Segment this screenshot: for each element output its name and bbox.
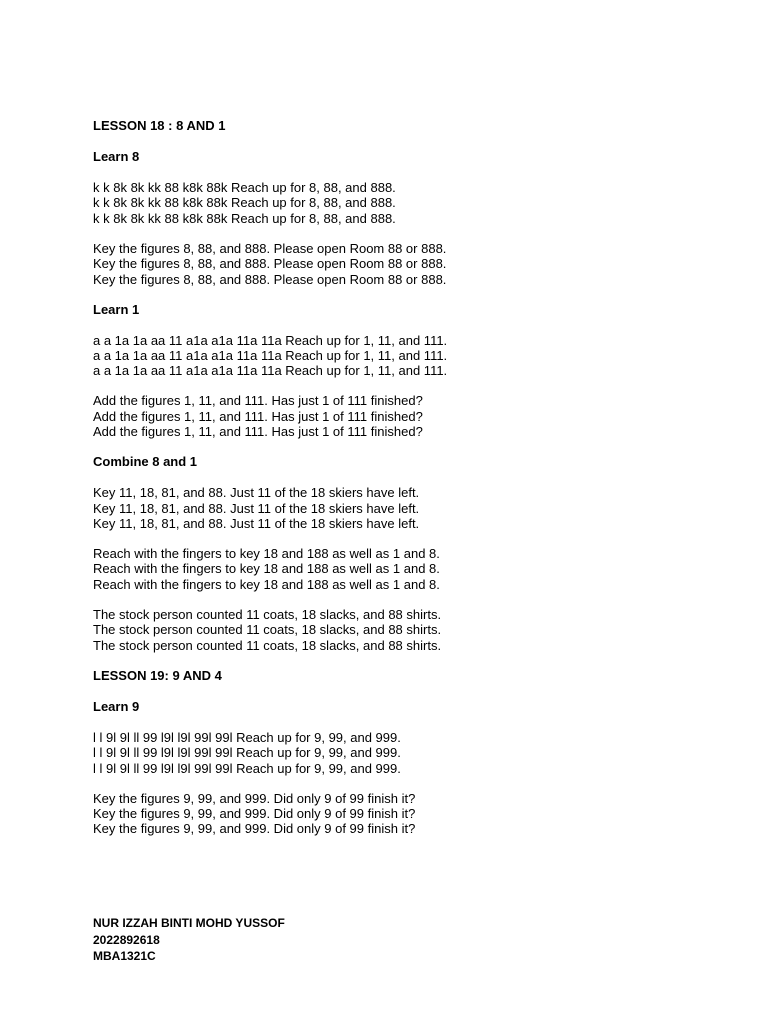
drill-line: Key the figures 8, 88, and 888. Please open Room 88 or 888. xyxy=(93,271,447,287)
lesson-19-title: LESSON 19: 9 AND 4 xyxy=(93,667,222,683)
combine-drill-1 xyxy=(93,485,733,531)
drill-line: Reach with the fingers to key 18 and 188 as well as 1 and 8. xyxy=(93,546,440,562)
drill-line: a a 1a 1a aa 11 a1a a1a 11a 11a Reach up for 1, 11, and 111. xyxy=(93,348,448,364)
drill-line: Add the figures 1, 11, and 111. Has just 1 of 111 finished? xyxy=(93,408,423,424)
learn-8-drill-2 xyxy=(93,241,733,287)
class-code: MBA1321C xyxy=(93,949,156,963)
learn-8-drill-1 xyxy=(93,180,733,226)
combine-drill-2 xyxy=(93,546,733,592)
drill-line: Key the figures 8, 88, and 888. Please open Room 88 or 888. xyxy=(93,256,447,272)
drill-line: The stock person counted 11 coats, 18 slacks, and 88 shirts. xyxy=(93,622,442,638)
learn-9-heading: Learn 9 xyxy=(93,698,140,714)
drill-line: k k 8k 8k kk 88 k8k 88k Reach up for 8, 88, and 888. xyxy=(93,195,396,211)
student-id: 2022892618 xyxy=(93,932,160,947)
drill-line: Key 11, 18, 81, and 88. Just 11 of the 18 skiers have left. xyxy=(93,516,420,532)
document-body xyxy=(93,118,733,837)
drill-line: k k 8k 8k kk 88 k8k 88k Reach up for 8, 88, and 888. xyxy=(93,210,396,226)
drill-line: Add the figures 1, 11, and 111. Has just 1 of 111 finished? xyxy=(93,424,423,440)
learn-1-drill-1 xyxy=(93,333,733,379)
drill-line: Key the figures 9, 99, and 999. Did only 9 of 99 finish it? xyxy=(93,805,416,821)
student-name: NUR IZZAH BINTI MOHD YUSSOF xyxy=(93,916,285,930)
drill-line: The stock person counted 11 coats, 18 slacks, and 88 shirts. xyxy=(93,637,442,653)
combine-heading: Combine 8 and 1 xyxy=(93,454,198,470)
learn-9-drill-1 xyxy=(93,730,733,776)
drill-line: Reach with the fingers to key 18 and 188 as well as 1 and 8. xyxy=(93,561,440,577)
combine-drill-3 xyxy=(93,607,733,653)
drill-line: l l 9l 9l ll 99 l9l l9l 99l 99l Reach up for 9, 99, and 999. xyxy=(93,760,401,776)
drill-line: Reach with the fingers to key 18 and 188 as well as 1 and 8. xyxy=(93,576,440,592)
drill-line: Key the figures 8, 88, and 888. Please open Room 88 or 888. xyxy=(93,240,447,256)
drill-line: k k 8k 8k kk 88 k8k 88k Reach up for 8, 88, and 888. xyxy=(93,180,396,195)
student-footer xyxy=(93,915,285,965)
drill-line: l l 9l 9l ll 99 l9l l9l 99l 99l Reach up for 9, 99, and 999. xyxy=(93,729,401,745)
drill-line: Key the figures 9, 99, and 999. Did only 9 of 99 finish it? xyxy=(93,821,416,837)
lesson-18-title: LESSON 18 : 8 AND 1 xyxy=(93,118,226,133)
drill-line: Key 11, 18, 81, and 88. Just 11 of the 18 skiers have left. xyxy=(93,500,420,516)
drill-line: a a 1a 1a aa 11 a1a a1a 11a 11a Reach up for 1, 11, and 111. xyxy=(93,363,448,379)
drill-line: l l 9l 9l ll 99 l9l l9l 99l 99l Reach up for 9, 99, and 999. xyxy=(93,745,401,761)
drill-line: Add the figures 1, 11, and 111. Has just 1 of 111 finished? xyxy=(93,393,423,409)
drill-line: Key 11, 18, 81, and 88. Just 11 of the 18 skiers have left. xyxy=(93,485,420,501)
learn-8-heading: Learn 8 xyxy=(93,149,140,164)
drill-line: a a 1a 1a aa 11 a1a a1a 11a 11a Reach up for 1, 11, and 111. xyxy=(93,332,448,348)
learn-1-heading: Learn 1 xyxy=(93,301,140,317)
learn-1-drill-2 xyxy=(93,393,733,439)
drill-line: Key the figures 9, 99, and 999. Did only 9 of 99 finish it? xyxy=(93,790,416,806)
learn-9-drill-2 xyxy=(93,791,733,837)
drill-line: The stock person counted 11 coats, 18 slacks, and 88 shirts. xyxy=(93,606,442,622)
